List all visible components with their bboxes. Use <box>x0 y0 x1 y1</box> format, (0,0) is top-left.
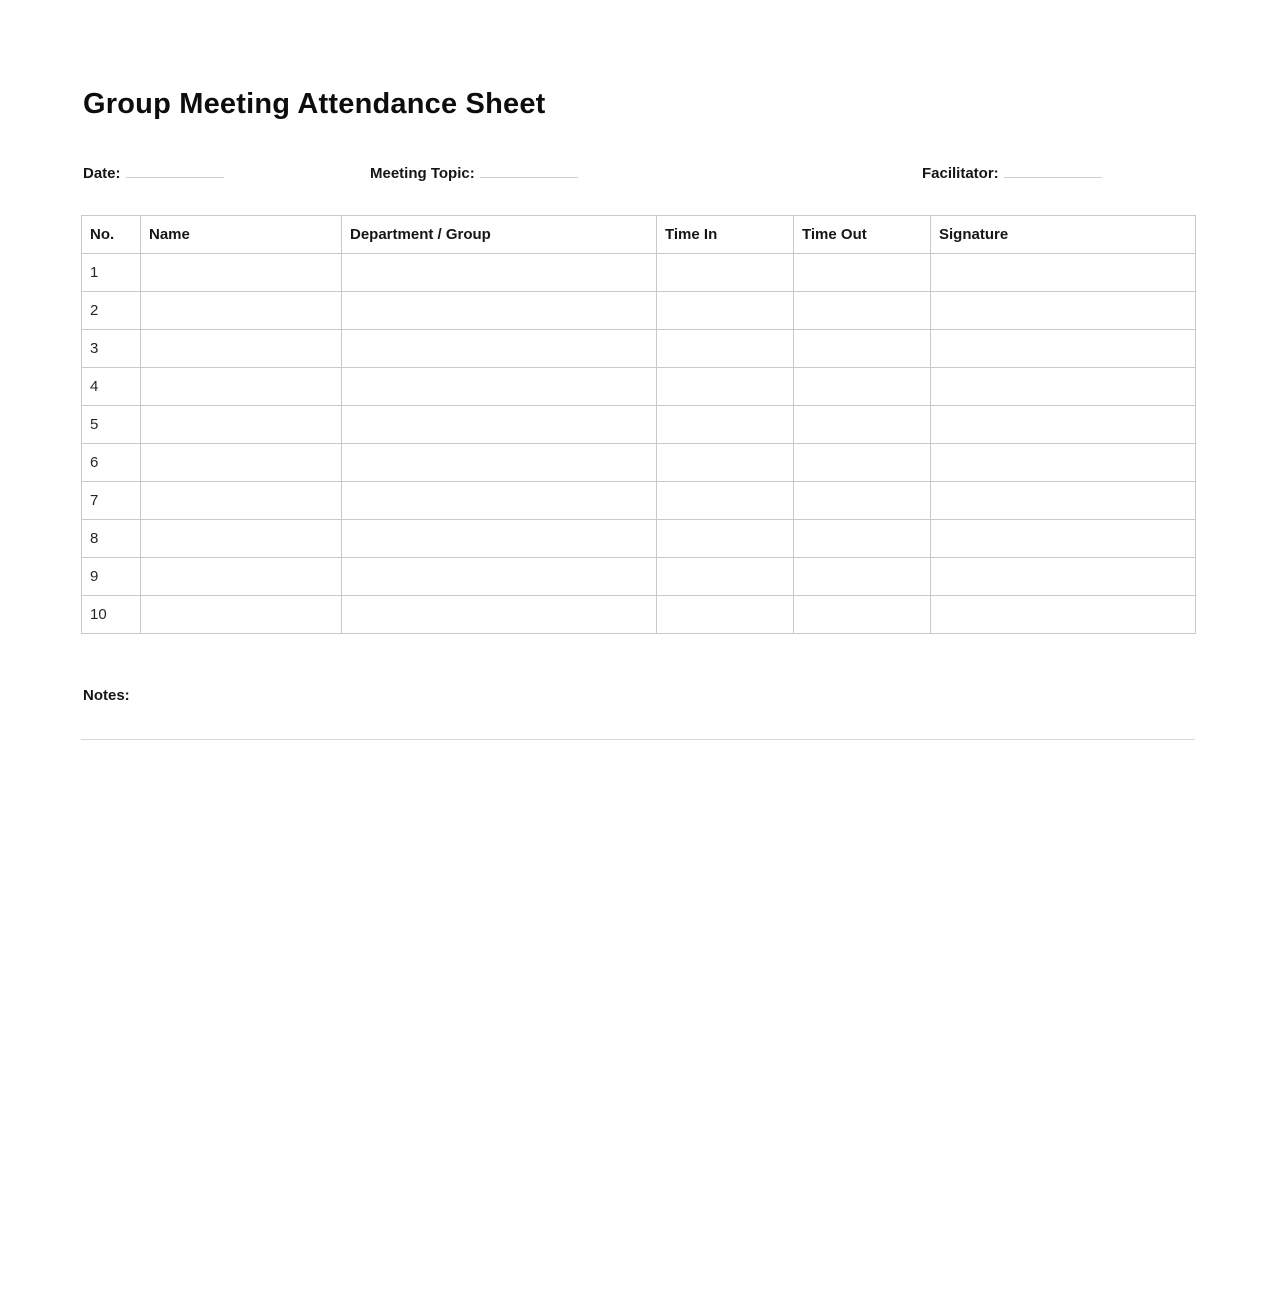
date-input-line[interactable] <box>126 164 224 178</box>
department-group-cell[interactable] <box>342 596 657 634</box>
name-cell[interactable] <box>141 520 342 558</box>
time-in-cell[interactable] <box>657 520 794 558</box>
meeting-topic-input-line[interactable] <box>480 164 578 178</box>
name-cell[interactable] <box>141 292 342 330</box>
signature-cell[interactable] <box>931 254 1196 292</box>
name-cell[interactable] <box>141 406 342 444</box>
table-row <box>82 406 1196 444</box>
time-in-cell[interactable] <box>657 368 794 406</box>
name-cell[interactable] <box>141 596 342 634</box>
table-row <box>82 444 1196 482</box>
table-row <box>82 254 1196 292</box>
table-row <box>82 596 1196 634</box>
time-in-cell[interactable] <box>657 254 794 292</box>
attendance-sheet-document <box>81 0 1195 740</box>
row-number-cell: 1 <box>82 254 141 292</box>
signature-cell[interactable] <box>931 330 1196 368</box>
column-header-department-group: Department / Group <box>342 216 657 254</box>
time-out-cell[interactable] <box>794 558 931 596</box>
department-group-cell[interactable] <box>342 292 657 330</box>
time-out-cell[interactable] <box>794 254 931 292</box>
time-in-cell[interactable] <box>657 482 794 520</box>
signature-cell[interactable] <box>931 368 1196 406</box>
row-number-cell: 9 <box>82 558 141 596</box>
table-header-row <box>82 216 1196 254</box>
name-cell[interactable] <box>141 558 342 596</box>
row-number-cell: 7 <box>82 482 141 520</box>
meta-fields-row <box>81 164 1195 182</box>
signature-cell[interactable] <box>931 292 1196 330</box>
department-group-cell[interactable] <box>342 330 657 368</box>
time-out-cell[interactable] <box>794 292 931 330</box>
row-number-cell: 3 <box>82 330 141 368</box>
time-in-cell[interactable] <box>657 444 794 482</box>
row-number-cell: 2 <box>82 292 141 330</box>
table-row <box>82 520 1196 558</box>
signature-cell[interactable] <box>931 406 1196 444</box>
signature-cell[interactable] <box>931 596 1196 634</box>
time-out-cell[interactable] <box>794 444 931 482</box>
column-header-no: No. <box>82 216 141 254</box>
time-in-cell[interactable] <box>657 406 794 444</box>
row-number-cell: 10 <box>82 596 141 634</box>
table-row <box>82 368 1196 406</box>
department-group-cell[interactable] <box>342 444 657 482</box>
facilitator-label: Facilitator: <box>922 165 999 182</box>
department-group-cell[interactable] <box>342 254 657 292</box>
signature-cell[interactable] <box>931 520 1196 558</box>
table-row <box>82 292 1196 330</box>
department-group-cell[interactable] <box>342 406 657 444</box>
table-row <box>82 558 1196 596</box>
notes-label: Notes: <box>83 687 130 704</box>
facilitator-field <box>922 164 1102 182</box>
time-in-cell[interactable] <box>657 558 794 596</box>
name-cell[interactable] <box>141 444 342 482</box>
name-cell[interactable] <box>141 368 342 406</box>
facilitator-input-line[interactable] <box>1004 164 1102 178</box>
column-header-time-out: Time Out <box>794 216 931 254</box>
row-number-cell: 5 <box>82 406 141 444</box>
row-number-cell: 6 <box>82 444 141 482</box>
department-group-cell[interactable] <box>342 482 657 520</box>
signature-cell[interactable] <box>931 444 1196 482</box>
time-out-cell[interactable] <box>794 368 931 406</box>
time-in-cell[interactable] <box>657 596 794 634</box>
table-row <box>82 482 1196 520</box>
attendance-table <box>81 215 1196 634</box>
row-number-cell: 8 <box>82 520 141 558</box>
time-out-cell[interactable] <box>794 330 931 368</box>
column-header-name: Name <box>141 216 342 254</box>
time-in-cell[interactable] <box>657 292 794 330</box>
column-header-signature: Signature <box>931 216 1196 254</box>
meeting-topic-label: Meeting Topic: <box>370 165 475 182</box>
notes-input-line[interactable] <box>81 739 1195 740</box>
column-header-time-in: Time In <box>657 216 794 254</box>
signature-cell[interactable] <box>931 558 1196 596</box>
department-group-cell[interactable] <box>342 368 657 406</box>
department-group-cell[interactable] <box>342 558 657 596</box>
time-out-cell[interactable] <box>794 520 931 558</box>
name-cell[interactable] <box>141 482 342 520</box>
table-row <box>82 330 1196 368</box>
meeting-topic-field <box>370 164 578 182</box>
page-title: Group Meeting Attendance Sheet <box>83 88 546 120</box>
department-group-cell[interactable] <box>342 520 657 558</box>
time-out-cell[interactable] <box>794 406 931 444</box>
time-in-cell[interactable] <box>657 330 794 368</box>
signature-cell[interactable] <box>931 482 1196 520</box>
date-label: Date: <box>83 165 121 182</box>
row-number-cell: 4 <box>82 368 141 406</box>
date-field <box>83 164 224 182</box>
name-cell[interactable] <box>141 330 342 368</box>
time-out-cell[interactable] <box>794 596 931 634</box>
name-cell[interactable] <box>141 254 342 292</box>
time-out-cell[interactable] <box>794 482 931 520</box>
